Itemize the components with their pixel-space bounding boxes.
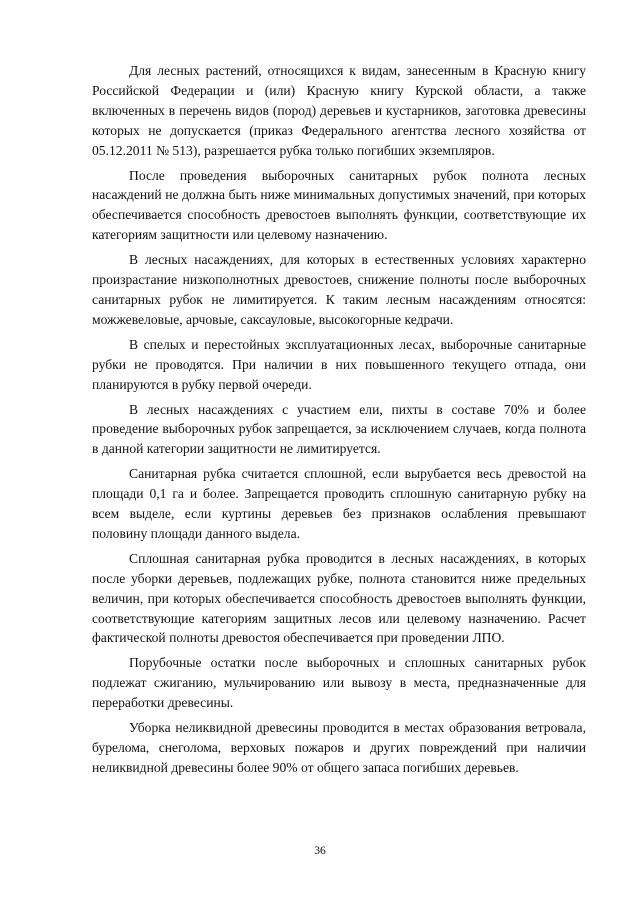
paragraph-8: Порубочные остатки после выборочных и сплошных санитарных рубок подлежат сжиганию, мульчированию или вывозу в места, предназначенные для переработки древесины. <box>92 655 586 711</box>
paragraph-4: В спелых и перестойных эксплуатационных лесах, выборочные санитарные рубки не проводятся. При наличии в них повышенного текущего отпада, они планируются в рубку первой очереди. <box>92 336 586 392</box>
paragraph-2: После проведения выборочных санитарных рубок полнота лесных насаждений не должна быть ниже минимальных допустимых значений, при которых обеспечивается способность древостоев выполнять функции, соответствующие их категориям защитности или целевому назначению. <box>92 167 586 243</box>
paragraph-7: Сплошная санитарная рубка проводится в лесных насаждениях, в которых после уборки деревьев, подлежащих рубке, полнота становится ниже предельных величин, при которых обеспечивается способность древостоев выполнять функции, соответствующие категориям защитных лесов или целевому назначению. Расчет фактической полноты древостоя обеспечивается при проведении ЛПО. <box>92 550 586 646</box>
document-page <box>92 61 586 783</box>
paragraph-6: Санитарная рубка считается сплошной, если вырубается весь древостой на площади 0,1 га и более. Запрещается проводить сплошную санитарную рубку на всем выделе, если куртины деревьев без признаков ослабления превышают половину площади данного выдела. <box>92 466 586 541</box>
paragraph-9: Уборка неликвидной древесины проводится в местах образования ветровала, бурелома, снеголома, верховых пожаров и других повреждений при наличии неликвидной древесины более 90% от общего запаса погибших деревьев. <box>92 720 586 775</box>
paragraph-5: В лесных насаждениях с участием ели, пихты в составе 70% и более проведение выборочных рубок запрещается, за исключением случаев, когда полнота в данной категории защитности не лимитируется. <box>92 401 586 457</box>
paragraph-3: В лесных насаждениях, для которых в естественных условиях характерно произрастание низкополнотных древостоев, снижение полноты после выборочных санитарных рубок не лимитируется. К таким лесным насаждениям относятся: можжевеловые, арчовые, саксауловые, высокогорные кедрачи. <box>92 252 586 327</box>
page-number: 36 <box>314 845 326 857</box>
paragraph-1: Для лесных растений, относящихся к видам, занесенным в Красную книгу Российской Федерации и (или) Красную книгу Курской области, а также включенных в перечень видов (пород) деревьев и кустарников, заготовка древесины которых не допускается (приказ Федерального агентства лесного хозяйства от 05.12.2011 № 513), разрешается рубка только погибших экземпляров. <box>92 63 586 158</box>
